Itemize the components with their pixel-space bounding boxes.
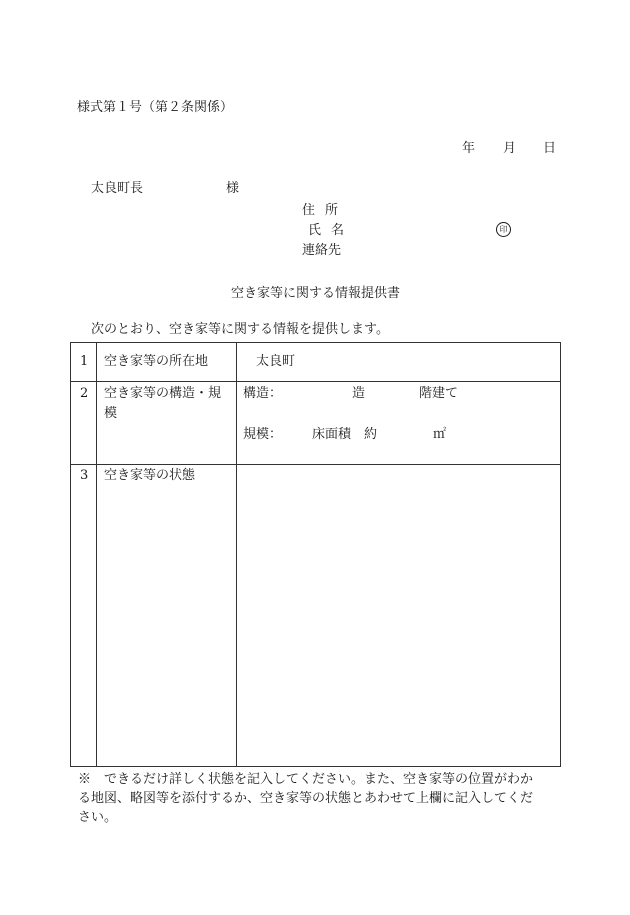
footnote-line-1: ※ できるだけ詳しく状態を記入してください。また、空き家等の位置がわか [78,772,534,787]
footnote-line-3: さい。 [78,810,118,825]
name-label: 氏名 [308,223,355,238]
row1-value: 太良町 [256,354,296,369]
intro-text: 次のとおり、空き家等に関する情報を提供します。 [91,322,389,337]
table-row-divider-1 [71,381,560,382]
recipient-name: 太良町長 [91,181,144,196]
row2-label-line1: 空き家等の構造・規 [104,386,222,401]
structure-label: 構造： [243,386,283,401]
scale-floor-area: 床面積 約 [312,427,378,442]
structure-suffix: 造 [352,386,366,401]
info-table [70,342,561,767]
row3-number: 3 [80,468,89,483]
structure-floors: 階建て [419,386,459,401]
date-year-label: 年 [462,141,476,156]
row1-label: 空き家等の所在地 [104,354,209,369]
scale-label: 規模： [243,427,283,442]
date-day-label: 日 [543,141,557,156]
row2-label-line2: 模 [104,406,118,421]
table-divider-label [236,343,237,766]
seal-mark: 印 [496,222,511,237]
footnote-line-2: る地図、略図等を添付するか、空き家等の状態とあわせて上欄に記入してくだ [78,791,534,806]
address-label: 住所 [302,203,349,218]
form-number: 様式第１号（第２条関係） [77,100,234,115]
contact-label: 連絡先 [302,243,342,258]
row2-number: 2 [80,386,89,401]
date-month-label: 月 [503,141,517,156]
scale-unit: ㎡ [433,427,447,442]
row3-value-area [241,471,551,761]
table-divider-number [96,343,97,766]
footnote [78,770,560,827]
table-row-divider-2 [71,464,560,465]
row3-label: 空き家等の状態 [104,468,196,483]
row1-number: 1 [80,354,89,369]
recipient-honorific: 様 [226,181,240,196]
document-title: 空き家等に関する情報提供書 [231,286,401,301]
